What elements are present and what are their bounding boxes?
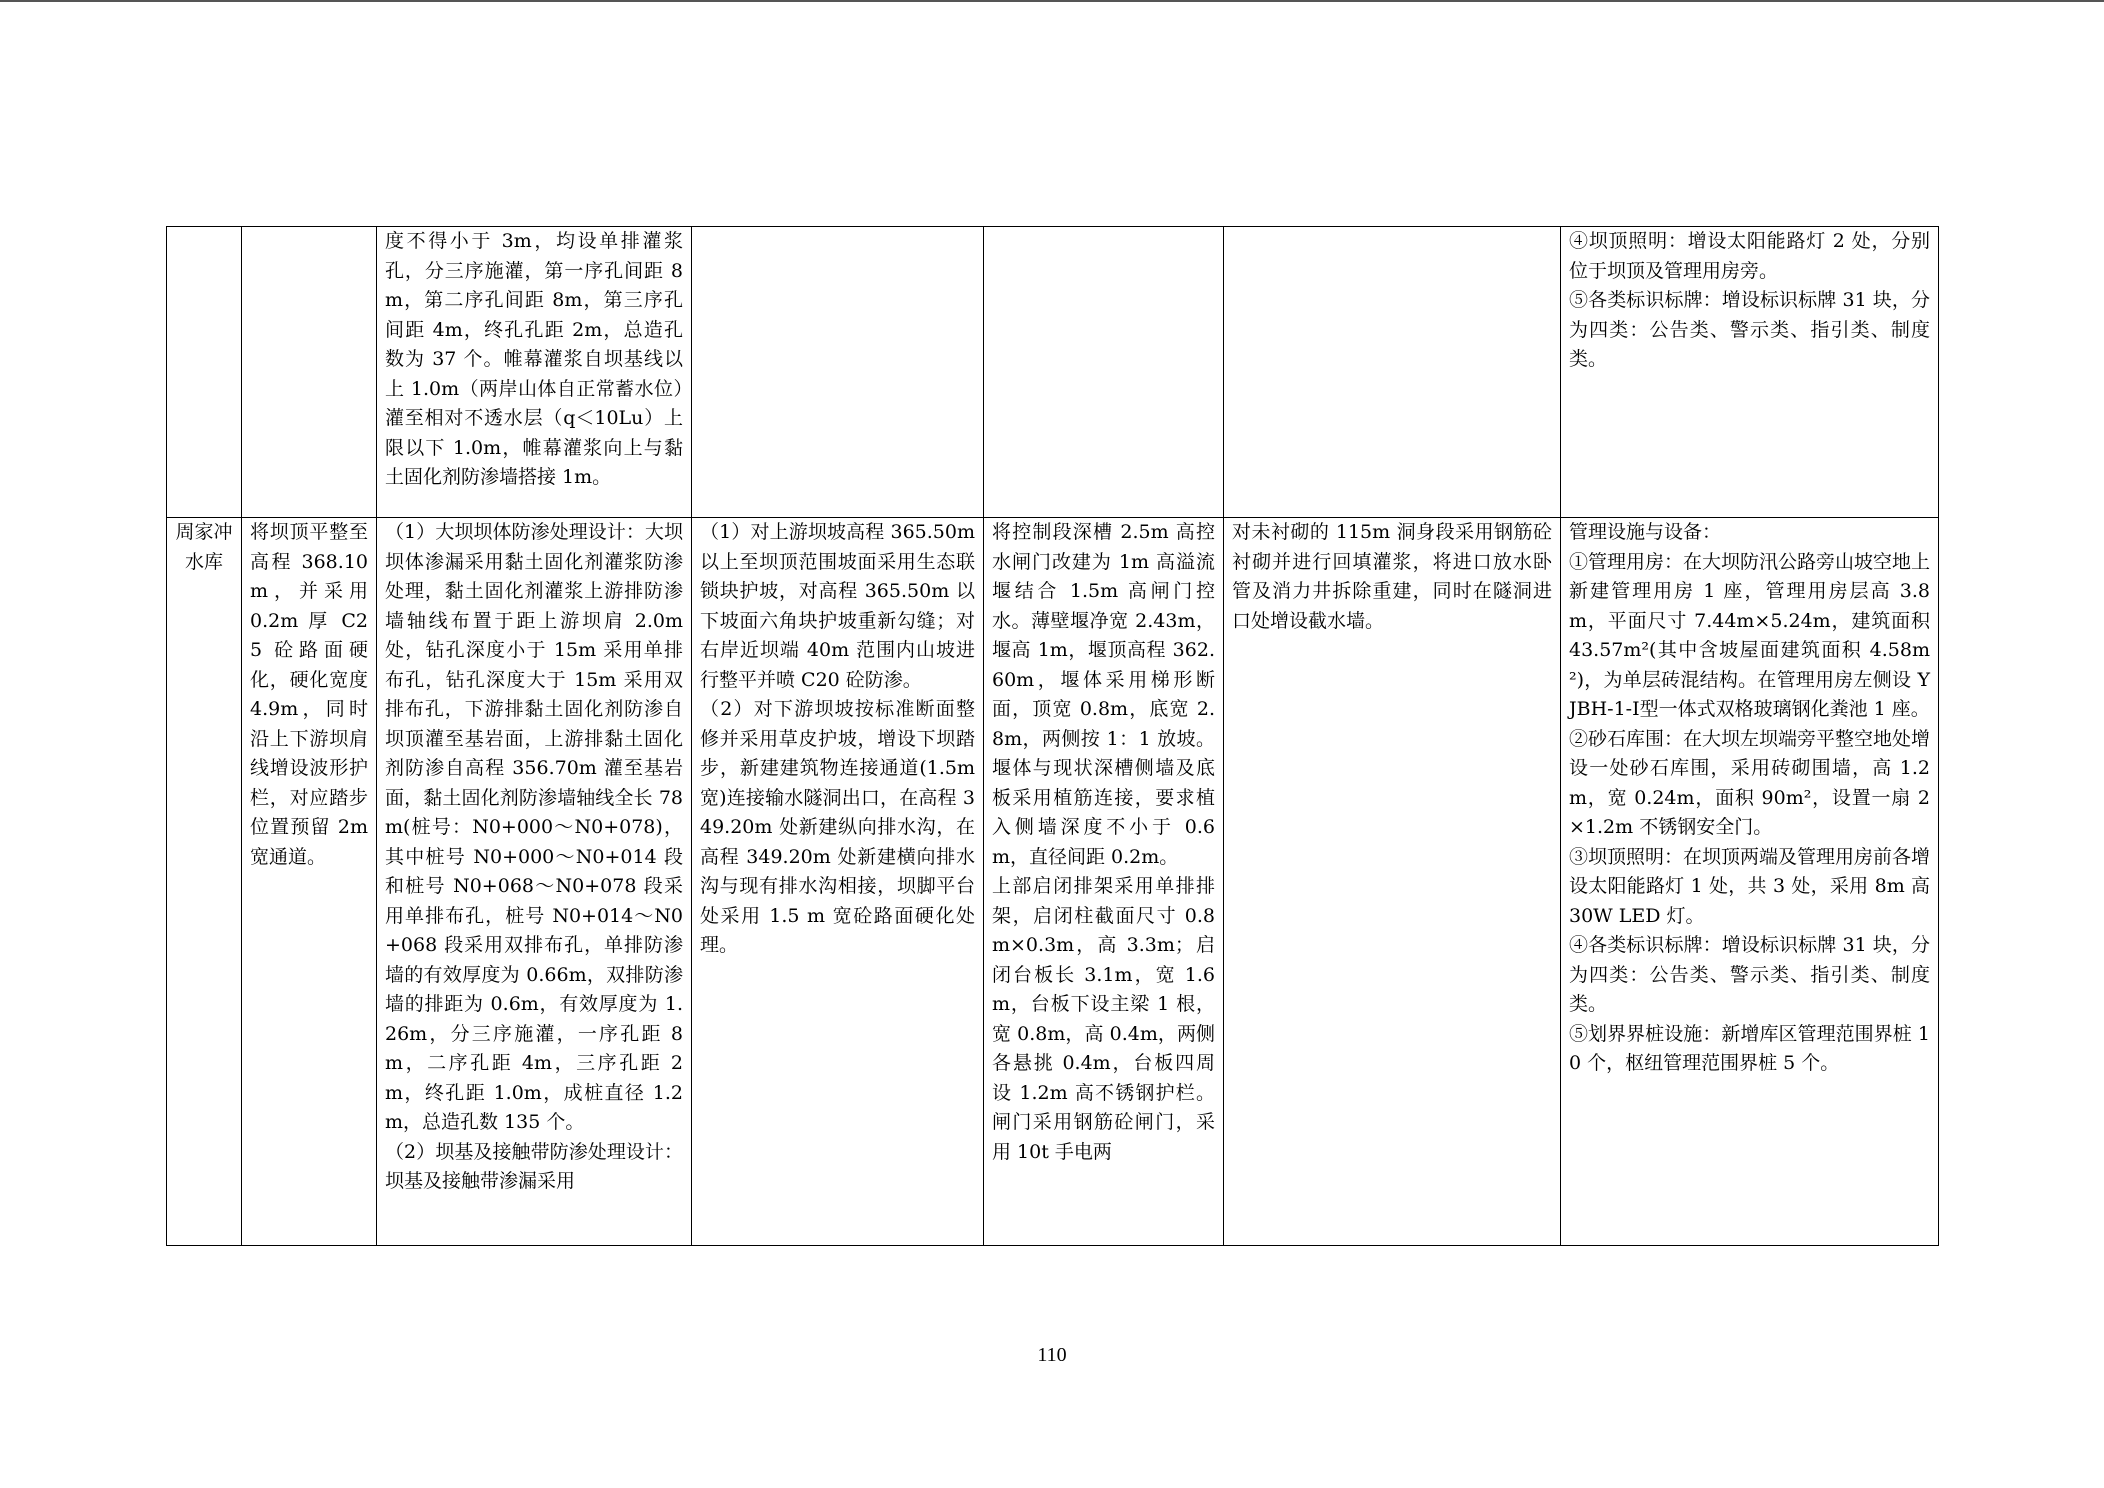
cell-seepage-control: 度不得小于 3m，均设单排灌浆孔，分三序施灌，第一序孔间距 8m，第二序孔间距 8m，第三序孔间距 4m，终孔孔距 2m，总造孔数为 37 个。帷幕灌浆自坝基线以上 1.0m（两岸山体自正常蓄水位）灌至相对不透水层（q＜10Lu）上限以下 1.0m，帷幕灌浆向上与黏土固化剂防渗墙搭接 1m。: [377, 227, 692, 518]
cell-management-facilities: 管理设施与设备： ①管理用房：在大坝防汛公路旁山坡空地上新建管理用房 1 座，管理用房层高 3.8m，平面尺寸 7.44m×5.24m，建筑面积 43.57m²(其中含坡屋面建筑面积 4.58m²)，为单层砖混结构。在管理用房左侧设 YJBH-1-Ⅰ型一体式双格玻璃钢化粪池 1 座。 ②砂石库围：在大坝左坝端旁平整空地处增设一处砂石库围，采用砖砌围墙，高 1.2m，宽 0.24m，面积 90m²，设置一扇 2×1.2m 不锈钢安全门。 ③坝顶照明：在坝顶两端及管理用房前各增设太阳能路灯 1 处，共 3 处，采用 8m 高 30W LED 灯。 ④各类标识标牌：增设标识标牌 31 块，分为四类：公告类、警示类、指引类、制度类。 ⑤划界界桩设施：新增库区管理范围界桩 10 个，枢纽管理范围界桩 5 个。: [1561, 518, 1939, 1246]
page-number: 110: [1037, 1344, 1067, 1366]
cell-spillway: [984, 227, 1224, 518]
cell-outlet-tunnel: [1224, 227, 1561, 518]
cell-reservoir-name: 周家冲水库: [167, 518, 242, 1246]
table-row: [167, 518, 1939, 1246]
project-table: [166, 226, 1939, 1246]
cell-slope-protection: [692, 227, 984, 518]
cell-management-facilities: ④坝顶照明：增设太阳能路灯 2 处，分别位于坝顶及管理用房旁。 ⑤各类标识标牌：增设标识标牌 31 块，分为四类：公告类、警示类、指引类、制度类。: [1561, 227, 1939, 518]
cell-spillway: 将控制段深槽 2.5m 高控水闸门改建为 1m 高溢流堰结合 1.5m 高闸门控水。薄壁堰净宽 2.43m，堰高 1m，堰顶高程 362.60m，堰体采用梯形断面，顶宽 0.8m，底宽 2.8m，两侧按 1：1 放坡。堰体与现状深槽侧墙及底板采用植筋连接，要求植入侧墙深度不小于 0.6m，直径间距 0.2m。 上部启闭排架采用单排排架，启闭柱截面尺寸 0.8 m×0.3m，高 3.3m；启闭台板长 3.1m，宽 1.6m，台板下设主梁 1 根，宽 0.8m，高 0.4m，两侧各悬挑 0.4m，台板四周设 1.2m 高不锈钢护栏。闸门采用钢筋砼闸门，采用 10t 手电两: [984, 518, 1224, 1246]
table-row: [167, 227, 1939, 518]
cell-dam-crest: [242, 227, 377, 518]
cell-slope-protection: （1）对上游坝坡高程 365.50m 以上至坝顶范围坡面采用生态联锁块护坡，对高程 365.50m 以下坡面六角块护坡重新勾缝；对右岸近坝端 40m 范围内山坡进行整平并喷 C20 砼防渗。 （2）对下游坝坡按标准断面整修并采用草皮护坡，增设下坝踏步，新建建筑物连接通道(1.5m 宽)连接输水隧洞出口，在高程 349.20m 处新建纵向排水沟，在高程 349.20m 处新建横向排水沟与现有排水沟相接，坝脚平台处采用 1.5 m 宽砼路面硬化处理。: [692, 518, 984, 1246]
cell-dam-crest: 将坝顶平整至高程 368.10m，并采用 0.2m 厚 C25 砼路面硬化，硬化宽度 4.9m，同时沿上下游坝肩线增设波形护栏，对应踏步位置预留 2m 宽通道。: [242, 518, 377, 1246]
cell-outlet-tunnel: 对未衬砌的 115m 洞身段采用钢筋砼衬砌并进行回填灌浆，将进口放水卧管及消力井拆除重建，同时在隧洞进口处增设截水墙。: [1224, 518, 1561, 1246]
page-top-border: [0, 0, 2104, 2]
cell-reservoir-name: [167, 227, 242, 518]
cell-seepage-control: （1）大坝坝体防渗处理设计：大坝坝体渗漏采用黏土固化剂灌浆防渗处理，黏土固化剂灌浆上游排防渗墙轴线布置于距上游坝肩 2.0m 处，钻孔深度小于 15m 采用单排布孔，钻孔深度大于 15m 采用双排布孔，下游排黏土固化剂防渗自坝顶灌至基岩面，上游排黏土固化剂防渗自高程 356.70m 灌至基岩面，黏土固化剂防渗墙轴线全长 78m(桩号：N0+000～N0+078)，其中桩号 N0+000～N0+014 段和桩号 N0+068～N0+078 段采用单排布孔，桩号 N0+014～N0+068 段采用双排布孔，单排防渗墙的有效厚度为 0.66m，双排防渗墙的排距为 0.6m，有效厚度为 1.26m，分三序施灌，一序孔距 8m，二序孔距 4m，三序孔距 2m，终孔距 1.0m，成桩直径 1.2m，总造孔数 135 个。 （2）坝基及接触带防渗处理设计：坝基及接触带渗漏采用: [377, 518, 692, 1246]
